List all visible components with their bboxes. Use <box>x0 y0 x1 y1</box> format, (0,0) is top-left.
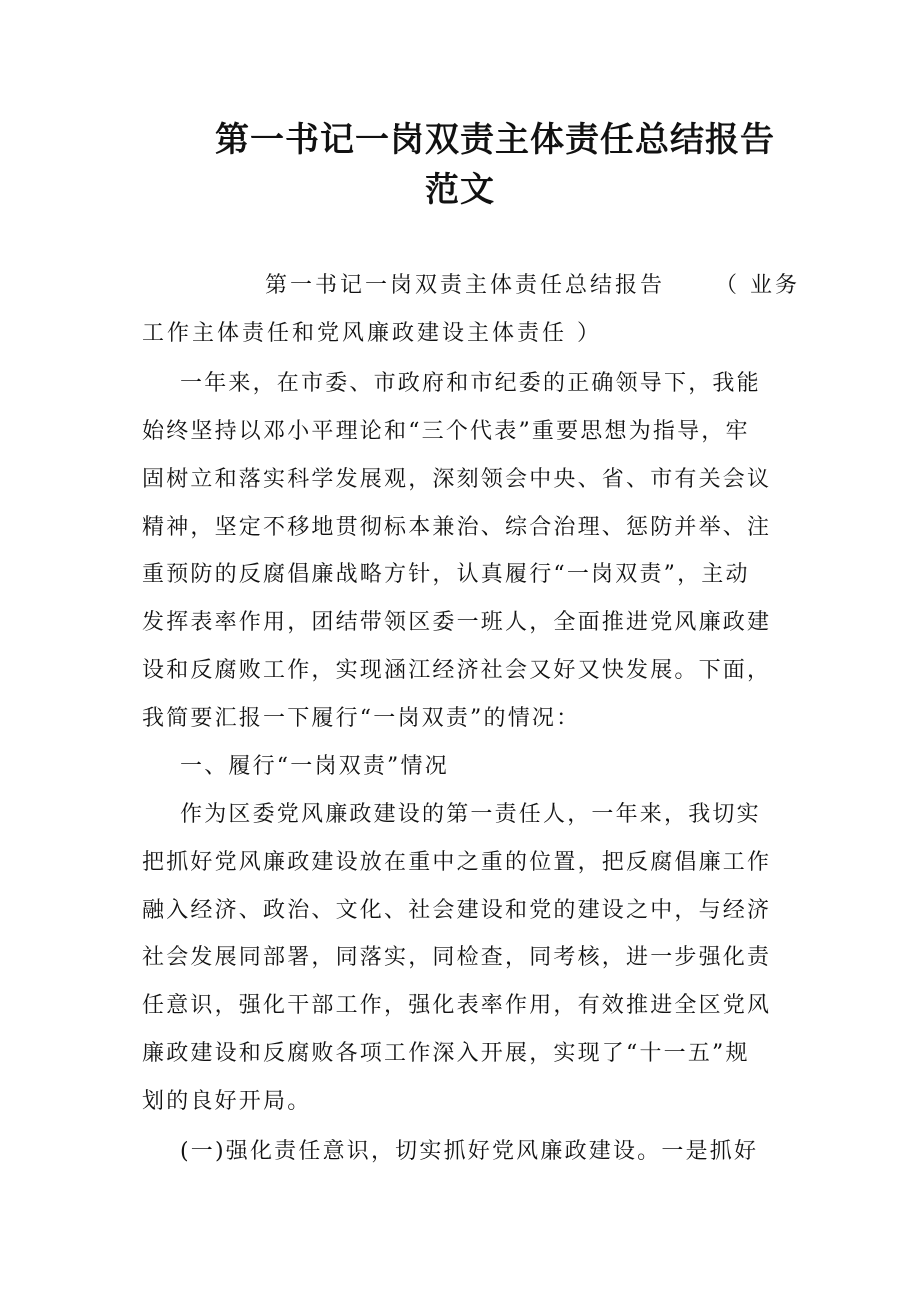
paragraph-1-line: 固树立和落实科学发展观，深刻领会中央、省、市有关会议 <box>142 467 772 492</box>
subtitle-paren-text: （ 业务 <box>715 273 801 298</box>
paragraph-2-line: 融入经济、政治、文化、社会建设和党的建设之中，与经济 <box>142 898 772 923</box>
subtitle-text: 第一书记一岗双责主体责任总结报告 <box>265 273 666 298</box>
paragraph-1-line: 始终坚持以邓小平理论和“三个代表”重要思想为指导，牢 <box>142 419 750 444</box>
subtitle-line-1 <box>265 268 800 299</box>
paragraph-2-line: 作为区委党风廉政建设的第一责任人，一年来，我切实 <box>180 802 761 827</box>
paragraph-1-line: 我简要汇报一下履行“一岗双责”的情况： <box>142 706 581 731</box>
paragraph-2-line: 把抓好党风廉政建设放在重中之重的位置，把反腐倡廉工作 <box>142 850 772 875</box>
paragraph-1-line: 精神，坚定不移地贯彻标本兼治、综合治理、惩防并举、注 <box>142 515 772 540</box>
paragraph-1-line: 重预防的反腐倡廉战略方针，认真履行“一岗双责”，主动 <box>142 562 750 587</box>
paragraph-1-line: 发挥表率作用，团结带领区委一班人，全面推进党风廉政建 <box>142 610 772 635</box>
paragraph-2-line: 任意识，强化干部工作，强化表率作用，有效推进全区党风 <box>142 993 772 1018</box>
paragraph-2-line: 廉政建设和反腐败各项工作深入开展，实现了“十一五”规 <box>142 1041 750 1066</box>
paragraph-2-line: 社会发展同部署，同落实，同检查，同考核，进一步强化责 <box>142 945 772 970</box>
document-title-line-1: 第一书记一岗双责主体责任总结报告 <box>215 120 775 160</box>
subtitle-line-2: 工作主体责任和党风廉政建设主体责任 ） <box>142 321 602 346</box>
document-title-line-2: 范文 <box>425 170 495 210</box>
paragraph-3-line: (一)强化责任意识，切实抓好党风廉政建设。一是抓好 <box>180 1139 759 1164</box>
section-heading-1: 一、履行“一岗双责”情况 <box>180 754 449 779</box>
paragraph-1-line: 一年来，在市委、市政府和市纪委的正确领导下，我能 <box>180 371 761 396</box>
paragraph-1-line: 设和反腐败工作，实现涵江经济社会又好又快发展。下面， <box>142 658 772 683</box>
paragraph-2-line: 划的良好开局。 <box>142 1089 312 1114</box>
